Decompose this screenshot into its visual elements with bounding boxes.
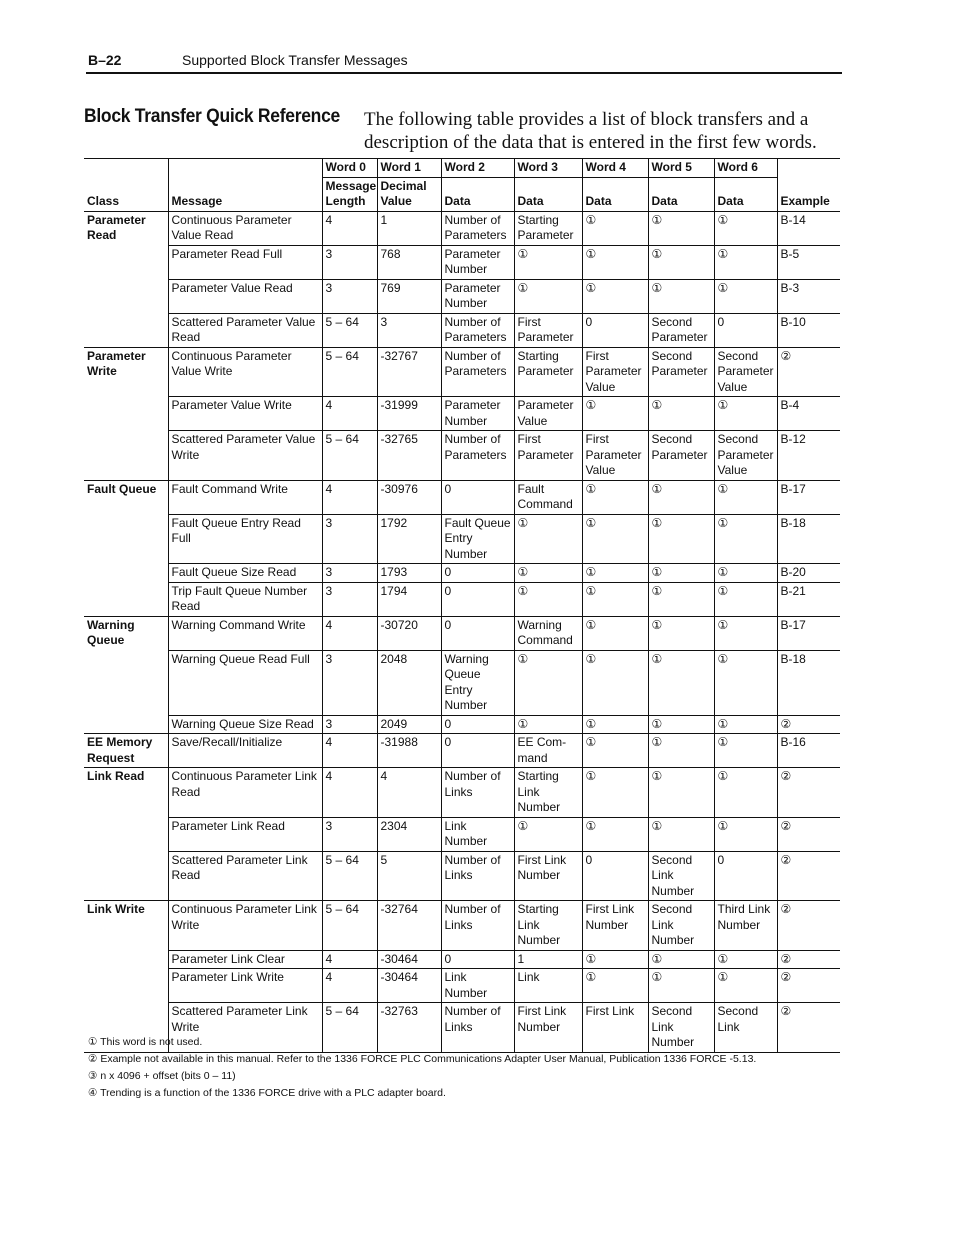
word-4-cell: ①: [582, 734, 648, 768]
word-1-cell: -30464: [377, 969, 441, 1003]
example-cell: B-18: [777, 514, 840, 564]
block-transfer-table: [84, 158, 840, 1053]
word-1-cell: 3: [377, 313, 441, 347]
table-row: [84, 582, 840, 616]
word-2-cell: Fault Queue Entry Number: [441, 514, 514, 564]
header-class: Class: [84, 159, 168, 212]
example-cell: B-14: [777, 211, 840, 245]
word-1-cell: -32764: [377, 901, 441, 951]
word-2-cell: Parameter Number: [441, 245, 514, 279]
word-1-cell: 1792: [377, 514, 441, 564]
word-2-cell: Number of Parameters: [441, 431, 514, 481]
table-row: [84, 616, 840, 650]
message-cell: Fault Queue Entry Read Full: [168, 514, 322, 564]
word-5-cell: Second Parameter: [648, 313, 714, 347]
word-5-cell: ①: [648, 564, 714, 583]
message-cell: Parameter Value Write: [168, 397, 322, 431]
word-4-cell: ①: [582, 279, 648, 313]
header-example: Example: [777, 159, 840, 212]
word-0-cell: 4: [322, 616, 377, 650]
example-cell: B-10: [777, 313, 840, 347]
page-header: [86, 50, 842, 74]
word-0-cell: 3: [322, 582, 377, 616]
word-4-cell: ①: [582, 514, 648, 564]
subheader-word-4: Data: [582, 177, 648, 211]
word-2-cell: 0: [441, 616, 514, 650]
message-cell: Continuous Parameter Link Write: [168, 901, 322, 951]
example-cell: B-4: [777, 397, 840, 431]
word-0-cell: 4: [322, 969, 377, 1003]
example-cell: ②: [777, 851, 840, 901]
word-4-cell: First Parameter Value: [582, 431, 648, 481]
word-4-cell: ①: [582, 950, 648, 969]
message-cell: Scattered Parameter Value Write: [168, 431, 322, 481]
example-cell: B-17: [777, 616, 840, 650]
word-2-cell: 0: [441, 715, 514, 734]
footnote-1: ① This word is not used.: [88, 1036, 203, 1048]
subheader-word-0: Message Length: [322, 177, 377, 211]
word-6-cell: Second Parameter Value: [714, 347, 777, 397]
example-cell: ②: [777, 715, 840, 734]
word-6-cell: ①: [714, 245, 777, 279]
example-cell: B-3: [777, 279, 840, 313]
word-5-cell: ①: [648, 969, 714, 1003]
word-4-cell: First Parameter Value: [582, 347, 648, 397]
word-3-cell: Fault Command: [514, 480, 582, 514]
word-2-cell: 0: [441, 564, 514, 583]
word-6-cell: ①: [714, 715, 777, 734]
word-3-cell: ①: [514, 279, 582, 313]
word-5-cell: Second Parameter: [648, 431, 714, 481]
table-row: [84, 817, 840, 851]
word-3-cell: ①: [514, 817, 582, 851]
word-1-cell: 1793: [377, 564, 441, 583]
class-cell: EE Memory Request: [84, 734, 168, 768]
word-6-cell: ①: [714, 514, 777, 564]
table-row: [84, 650, 840, 715]
table-row: [84, 347, 840, 397]
word-3-cell: ①: [514, 582, 582, 616]
class-cell: [84, 969, 168, 1003]
word-1-cell: -31988: [377, 734, 441, 768]
word-4-cell: ①: [582, 817, 648, 851]
header-message: Message: [168, 159, 322, 212]
word-0-cell: 5 – 64: [322, 851, 377, 901]
word-3-cell: Parameter Value: [514, 397, 582, 431]
class-cell: [84, 715, 168, 734]
word-5-cell: ①: [648, 817, 714, 851]
word-2-cell: Parameter Number: [441, 279, 514, 313]
table-row: [84, 431, 840, 481]
word-3-cell: ①: [514, 650, 582, 715]
word-0-cell: 4: [322, 768, 377, 818]
word-5-cell: ①: [648, 715, 714, 734]
word-3-cell: Warning Command: [514, 616, 582, 650]
word-5-cell: ①: [648, 950, 714, 969]
word-1-cell: -32763: [377, 1003, 441, 1053]
class-cell: Fault Queue: [87, 481, 157, 496]
message-cell: Parameter Read Full: [168, 245, 322, 279]
word-3-cell: ①: [514, 245, 582, 279]
class-cell: Warning Queue: [87, 617, 135, 647]
class-cell: [84, 817, 168, 851]
example-cell: B-16: [777, 734, 840, 768]
word-2-cell: Number of Parameters: [441, 347, 514, 397]
word-4-cell: ①: [582, 650, 648, 715]
word-3-cell: First Parameter: [514, 431, 582, 481]
class-cell: [84, 950, 168, 969]
table-row: [84, 313, 840, 347]
word-2-cell: 0: [441, 950, 514, 969]
intro-paragraph: The following table provides a list of block transfers and a description of the data that is entered in the first few words.: [364, 109, 817, 153]
page-number: B–22: [88, 52, 122, 68]
class-cell: Link Read: [87, 769, 145, 783]
word-1-cell: -32765: [377, 431, 441, 481]
header-word-4: Word 4: [582, 159, 648, 178]
example-cell: ②: [777, 347, 840, 397]
table-row: [84, 279, 840, 313]
class-cell: [84, 279, 168, 313]
table-row: [84, 715, 840, 734]
class-cell: Link Write: [87, 902, 145, 916]
class-cell: [84, 313, 168, 347]
example-cell: ②: [777, 768, 840, 818]
class-cell: [84, 851, 168, 901]
footnotes: [88, 1034, 756, 1102]
word-6-cell: ①: [714, 397, 777, 431]
table-row: [84, 397, 840, 431]
word-2-cell: Parameter Number: [441, 397, 514, 431]
word-1-cell: -30464: [377, 950, 441, 969]
word-5-cell: ①: [648, 514, 714, 564]
message-cell: Fault Queue Size Read: [168, 564, 322, 583]
word-1-cell: 4: [377, 768, 441, 818]
word-0-cell: 5 – 64: [322, 1003, 377, 1053]
example-cell: ②: [777, 1003, 840, 1053]
word-0-cell: 3: [322, 715, 377, 734]
message-cell: Warning Command Write: [168, 616, 322, 650]
message-cell: Parameter Value Read: [168, 279, 322, 313]
word-1-cell: -32767: [377, 347, 441, 397]
word-2-cell: 0: [441, 734, 514, 768]
header-word-2: Word 2: [441, 159, 514, 178]
word-2-cell: Number of Parameters: [441, 211, 514, 245]
word-4-cell: ①: [582, 397, 648, 431]
word-4-cell: ①: [582, 245, 648, 279]
word-3-cell: ①: [514, 514, 582, 564]
message-cell: Save/Recall/Initialize: [168, 734, 322, 768]
word-5-cell: ①: [648, 768, 714, 818]
word-5-cell: ①: [648, 650, 714, 715]
subheader-word-3: Data: [514, 177, 582, 211]
header-word-5: Word 5: [648, 159, 714, 178]
word-1-cell: 2049: [377, 715, 441, 734]
word-3-cell: First Parameter: [514, 313, 582, 347]
word-5-cell: ①: [648, 480, 714, 514]
word-2-cell: 0: [441, 480, 514, 514]
word-6-cell: ①: [714, 279, 777, 313]
word-3-cell: First Link Number: [514, 1003, 582, 1053]
class-cell: [84, 397, 168, 431]
table-row: [84, 211, 840, 245]
word-0-cell: 3: [322, 564, 377, 583]
word-0-cell: 4: [322, 211, 377, 245]
message-cell: Parameter Link Clear: [168, 950, 322, 969]
word-3-cell: ①: [514, 564, 582, 583]
word-1-cell: 2304: [377, 817, 441, 851]
word-2-cell: Link Number: [441, 817, 514, 851]
table-row: [84, 950, 840, 969]
word-4-cell: First Link Number: [582, 901, 648, 951]
word-0-cell: 4: [322, 734, 377, 768]
message-cell: Warning Queue Read Full: [168, 650, 322, 715]
word-2-cell: Link Number: [441, 969, 514, 1003]
message-cell: Fault Command Write: [168, 480, 322, 514]
word-2-cell: Number of Parameters: [441, 313, 514, 347]
class-cell: [84, 514, 168, 564]
header-word-3: Word 3: [514, 159, 582, 178]
word-4-cell: 0: [582, 851, 648, 901]
message-cell: Scattered Parameter Link Read: [168, 851, 322, 901]
word-4-cell: First Link: [582, 1003, 648, 1053]
word-3-cell: 1: [514, 950, 582, 969]
word-5-cell: ①: [648, 397, 714, 431]
word-4-cell: 0: [582, 313, 648, 347]
word-2-cell: Number of Links: [441, 901, 514, 951]
section-heading: Block Transfer Quick Reference: [84, 106, 340, 127]
word-6-cell: 0: [714, 313, 777, 347]
word-3-cell: Starting Parameter: [514, 211, 582, 245]
class-cell: [84, 650, 168, 715]
word-0-cell: 5 – 64: [322, 901, 377, 951]
word-0-cell: 5 – 64: [322, 431, 377, 481]
word-6-cell: ①: [714, 582, 777, 616]
word-6-cell: Third Link Number: [714, 901, 777, 951]
word-1-cell: -30720: [377, 616, 441, 650]
class-cell: [84, 564, 168, 583]
message-cell: Trip Fault Queue Number Read: [168, 582, 322, 616]
class-cell: Parameter Write: [87, 348, 146, 378]
word-6-cell: ①: [714, 616, 777, 650]
table-row: [84, 851, 840, 901]
example-cell: B-20: [777, 564, 840, 583]
table-row: [84, 901, 840, 951]
class-cell: [84, 431, 168, 481]
word-6-cell: ①: [714, 734, 777, 768]
example-cell: ②: [777, 969, 840, 1003]
message-cell: Scattered Parameter Value Read: [168, 313, 322, 347]
word-1-cell: -31999: [377, 397, 441, 431]
header-word-1: Word 1: [377, 159, 441, 178]
word-0-cell: 3: [322, 279, 377, 313]
table-row: [84, 514, 840, 564]
table-row: [84, 245, 840, 279]
word-2-cell: Number of Links: [441, 768, 514, 818]
word-5-cell: Second Link Number: [648, 1003, 714, 1053]
word-6-cell: ①: [714, 650, 777, 715]
message-cell: Parameter Link Write: [168, 969, 322, 1003]
example-cell: ②: [777, 950, 840, 969]
example-cell: ②: [777, 817, 840, 851]
word-1-cell: 768: [377, 245, 441, 279]
word-6-cell: ①: [714, 211, 777, 245]
word-3-cell: ①: [514, 715, 582, 734]
footnote-3: ③ n x 4096 + offset (bits 0 – 11): [88, 1070, 236, 1082]
word-6-cell: ①: [714, 969, 777, 1003]
word-4-cell: ①: [582, 582, 648, 616]
word-4-cell: ①: [582, 715, 648, 734]
word-4-cell: ①: [582, 564, 648, 583]
word-4-cell: ①: [582, 969, 648, 1003]
word-0-cell: 5 – 64: [322, 347, 377, 397]
message-cell: Continuous Parameter Link Read: [168, 768, 322, 818]
word-5-cell: ①: [648, 582, 714, 616]
word-1-cell: 1794: [377, 582, 441, 616]
subheader-word-5: Data: [648, 177, 714, 211]
word-0-cell: 5 – 64: [322, 313, 377, 347]
word-0-cell: 3: [322, 245, 377, 279]
footnote-4: ④ Trending is a function of the 1336 FORCE drive with a PLC adapter board.: [88, 1087, 446, 1099]
word-6-cell: ①: [714, 768, 777, 818]
class-cell: Parameter Read: [87, 212, 146, 242]
example-cell: B-5: [777, 245, 840, 279]
example-cell: B-17: [777, 480, 840, 514]
example-cell: B-12: [777, 431, 840, 481]
word-6-cell: ①: [714, 950, 777, 969]
table-row: [84, 969, 840, 1003]
table-body: [84, 211, 840, 1052]
table-row: [84, 480, 840, 514]
word-3-cell: Link: [514, 969, 582, 1003]
header-word-0: Word 0: [322, 159, 377, 178]
word-4-cell: ①: [582, 616, 648, 650]
message-cell: Warning Queue Size Read: [168, 715, 322, 734]
word-5-cell: ①: [648, 734, 714, 768]
word-3-cell: EE Com- mand: [514, 734, 582, 768]
example-cell: B-18: [777, 650, 840, 715]
class-cell: [84, 245, 168, 279]
word-1-cell: 769: [377, 279, 441, 313]
word-5-cell: ①: [648, 211, 714, 245]
word-6-cell: ①: [714, 480, 777, 514]
footnote-2: ② Example not available in this manual. Refer to the 1336 FORCE PLC Communications Adapter User Manual, Publication 1336 FORCE -5.13.: [88, 1053, 757, 1065]
running-title: Supported Block Transfer Messages: [182, 52, 408, 68]
table-row: [84, 564, 840, 583]
word-2-cell: Number of Links: [441, 1003, 514, 1053]
word-2-cell: 0: [441, 582, 514, 616]
message-cell: Scattered Parameter Link Write: [168, 1003, 322, 1053]
subheader-word-6: Data: [714, 177, 777, 211]
word-5-cell: Second Link Number: [648, 851, 714, 901]
word-6-cell: Second Link: [714, 1003, 777, 1053]
word-3-cell: Starting Link Number: [514, 768, 582, 818]
word-1-cell: -30976: [377, 480, 441, 514]
word-1-cell: 2048: [377, 650, 441, 715]
word-1-cell: 5: [377, 851, 441, 901]
word-6-cell: Second Parameter Value: [714, 431, 777, 481]
word-4-cell: ①: [582, 480, 648, 514]
word-5-cell: ①: [648, 245, 714, 279]
word-2-cell: Number of Links: [441, 851, 514, 901]
subheader-word-1: Decimal Value: [377, 177, 441, 211]
table-row: [84, 768, 840, 818]
subheader-word-2: Data: [441, 177, 514, 211]
word-5-cell: Second Link Number: [648, 901, 714, 951]
word-3-cell: First Link Number: [514, 851, 582, 901]
word-0-cell: 4: [322, 480, 377, 514]
word-6-cell: ①: [714, 817, 777, 851]
header-word-6: Word 6: [714, 159, 777, 178]
word-5-cell: ①: [648, 279, 714, 313]
word-4-cell: ①: [582, 211, 648, 245]
word-0-cell: 3: [322, 817, 377, 851]
word-0-cell: 4: [322, 397, 377, 431]
table-row: [84, 734, 840, 768]
word-2-cell: Warning Queue Entry Number: [441, 650, 514, 715]
word-1-cell: 1: [377, 211, 441, 245]
class-cell: [84, 582, 168, 616]
message-cell: Parameter Link Read: [168, 817, 322, 851]
word-0-cell: 3: [322, 650, 377, 715]
word-4-cell: ①: [582, 768, 648, 818]
example-cell: ②: [777, 901, 840, 951]
word-3-cell: Starting Link Number: [514, 901, 582, 951]
word-6-cell: ①: [714, 564, 777, 583]
word-6-cell: 0: [714, 851, 777, 901]
word-3-cell: Starting Parameter: [514, 347, 582, 397]
word-5-cell: Second Parameter: [648, 347, 714, 397]
word-0-cell: 3: [322, 514, 377, 564]
example-cell: B-21: [777, 582, 840, 616]
message-cell: Continuous Parameter Value Write: [168, 347, 322, 397]
word-5-cell: ①: [648, 616, 714, 650]
word-0-cell: 4: [322, 950, 377, 969]
message-cell: Continuous Parameter Value Read: [168, 211, 322, 245]
